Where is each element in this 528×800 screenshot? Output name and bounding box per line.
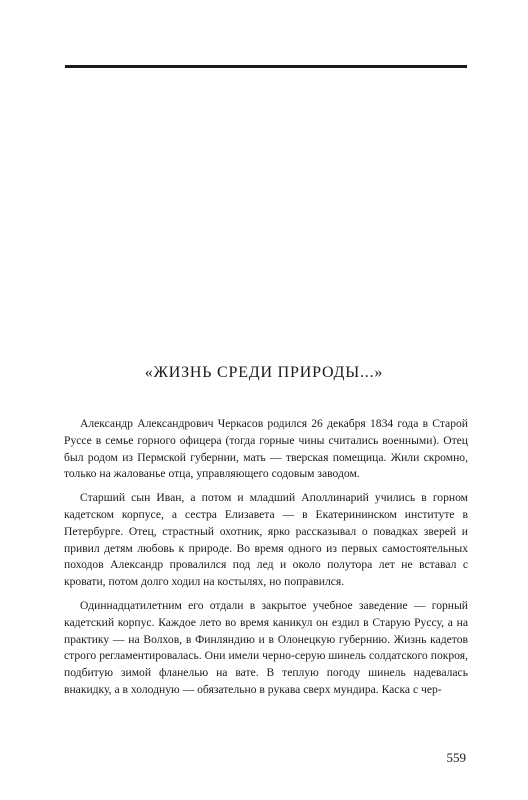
paragraph: Старший сын Иван, а потом и младший Аполлинарий учились в горном кадетском корпусе, а сестра Елизавета — в Екатерининском институте в Петербурге. Отец, страстный охотник, ярко рассказывал о повадках зверей и привил детям любовь к природе. Во время одного из первых самостоятельных походов Александр провалился под лед и около полутора лет не вставал с кровати, потом долго ходил на костылях, но поправился. [64, 491, 468, 589]
top-rule [65, 65, 467, 68]
body-text [64, 416, 468, 706]
page-number: 559 [446, 750, 466, 765]
chapter-title: «ЖИЗНЬ СРЕДИ ПРИРОДЫ...» [144, 364, 384, 381]
paragraph: Одиннадцатилетним его отдали в закрытое учебное заведение — горный кадетский корпус. Каждое лето во время каникул он ездил в Старую Руссу, а на практику — на Волхов, в Финляндию и в Олонецкую губернию. Жизнь кадетов строго регламентировалась. Они имели черно-серую шинель солдатского покроя, подбитую зимой фланелью на вате. В теплую погоду шинель надевалась внакидку, а в холодную — обязательно в рукава сверх мундира. Каска с чер- [64, 598, 468, 696]
paragraph: Александр Александрович Черкасов родился 26 декабря 1834 года в Старой Руссе в семье горного офицера (тогда горные чины считались военными). Отец был родом из Пермской губернии, мать — тверская помещица. Жили скромно, только на жалованье отца, управляющего содовым заводом. [64, 417, 468, 481]
